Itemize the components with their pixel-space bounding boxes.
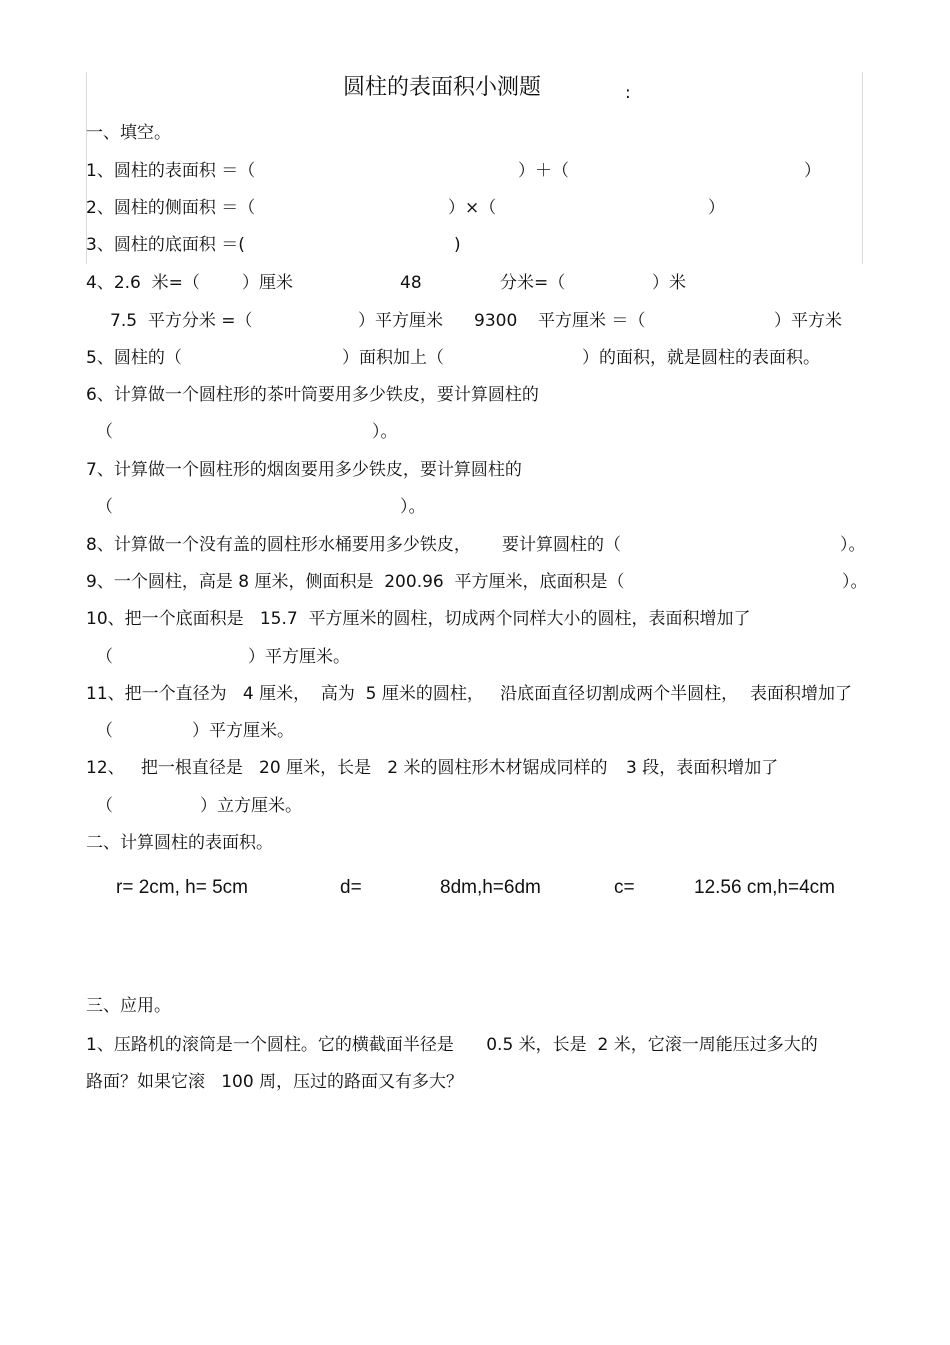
page-title: 圆柱的表面积小测题 — [343, 75, 542, 100]
q2-text-c: ） — [708, 198, 725, 218]
title-mark: : — [625, 83, 631, 103]
q4b-text-b: ）平方厘米 — [358, 311, 443, 331]
q4b-text-c: 9300 — [474, 311, 518, 331]
q10-text: 10、把一个底面积是 15.7 平方厘米的圆柱，切成两个同样大小的圆柱，表面积增加了 — [86, 609, 751, 629]
q5-text-c: ）的面积，就是圆柱的表面积。 — [582, 348, 820, 368]
q12-answer-open: （ — [96, 796, 113, 816]
section2-heading: 二、计算圆柱的表面积。 — [86, 833, 273, 853]
q10-answer-close: ）平方厘米。 — [248, 647, 350, 667]
q7-answer-open: （ — [96, 497, 113, 517]
q4-text-e: ）米 — [652, 273, 686, 293]
q3-text-b: ) — [454, 235, 461, 255]
q11-text-b: 表面积增加了 — [750, 684, 852, 704]
q7-text: 7、计算做一个圆柱形的烟囱要用多少铁皮，要计算圆柱的 — [86, 460, 522, 480]
q8-text: 8、计算做一个没有盖的圆柱形水桶要用多少铁皮， — [86, 535, 471, 555]
q6-answer-close: ）。 — [372, 422, 398, 442]
page-margin-line-right — [862, 72, 863, 264]
q9-text-b: ）。 — [842, 572, 868, 592]
q4-text-d: 分米=（ — [500, 273, 566, 293]
calc-item-1: r= 2cm, h= 5cm — [116, 877, 248, 898]
q6-text: 6、计算做一个圆柱形的茶叶筒要用多少铁皮，要计算圆柱的 — [86, 385, 539, 405]
q4-text: 4、2.6 米=（ — [86, 273, 200, 293]
q11-answer-open: （ — [96, 721, 113, 741]
q1-text: 1、圆柱的表面积 ＝（ — [86, 161, 256, 181]
q7-answer-close: ）。 — [400, 497, 426, 517]
q4b-text-d: 平方厘米 ＝（ — [538, 311, 646, 331]
q12-text-b: 3 段，表面积增加了 — [626, 758, 779, 778]
calc-item-2-label: d= — [340, 877, 362, 898]
section3-heading: 三、应用。 — [86, 996, 171, 1016]
q11-text: 11、把一个直径为 4 厘米， 高为 5 厘米的圆柱， 沿底面直径切割成两个半圆柱， — [86, 684, 739, 704]
q4b-text-e: ）平方米 — [774, 311, 842, 331]
application-q1-line1: 1、压路机的滚筒是一个圆柱。它的横截面半径是 0.5 米，长是 2 米，它滚一周能压过多大的 — [86, 1035, 818, 1055]
q3-text: 3、圆柱的底面积 ＝( — [86, 235, 245, 255]
application-q1-line2: 路面？如果它滚 100 周，压过的路面又有多大？ — [86, 1072, 464, 1092]
q9-text: 9、一个圆柱，高是 8 厘米，侧面积是 200.96 平方厘米，底面积是（ — [86, 572, 625, 592]
q5-text: 5、圆柱的（ — [86, 348, 182, 368]
section1-heading: 一、填空。 — [86, 123, 171, 143]
q11-answer-close: ）平方厘米。 — [192, 721, 294, 741]
q8-text-c: ）。 — [840, 535, 866, 555]
q4-text-b: ）厘米 — [242, 273, 293, 293]
q1-text-c: ） — [804, 161, 821, 181]
q12-answer-close: ）立方厘米。 — [200, 796, 302, 816]
q1-text-b: ）＋（ — [518, 161, 569, 181]
q2-text: 2、圆柱的侧面积 ＝（ — [86, 198, 256, 218]
q12-text: 12、 把一根直径是 20 厘米，长是 2 米的圆柱形木材锯成同样的 — [86, 758, 608, 778]
q5-text-b: ）面积加上（ — [342, 348, 444, 368]
calc-item-2-values: 8dm,h=6dm — [440, 877, 541, 898]
q2-text-b: ）×（ — [448, 198, 497, 218]
q10-answer-open: （ — [96, 647, 113, 667]
calc-item-3-label: c= — [614, 877, 635, 898]
q4-text-c: 48 — [400, 273, 422, 293]
q8-text-b: 要计算圆柱的（ — [502, 535, 621, 555]
q4b-text: 7.5 平方分米 =（ — [110, 311, 253, 331]
q6-answer-open: （ — [96, 422, 113, 442]
calc-item-3-values: 12.56 cm,h=4cm — [694, 877, 835, 898]
